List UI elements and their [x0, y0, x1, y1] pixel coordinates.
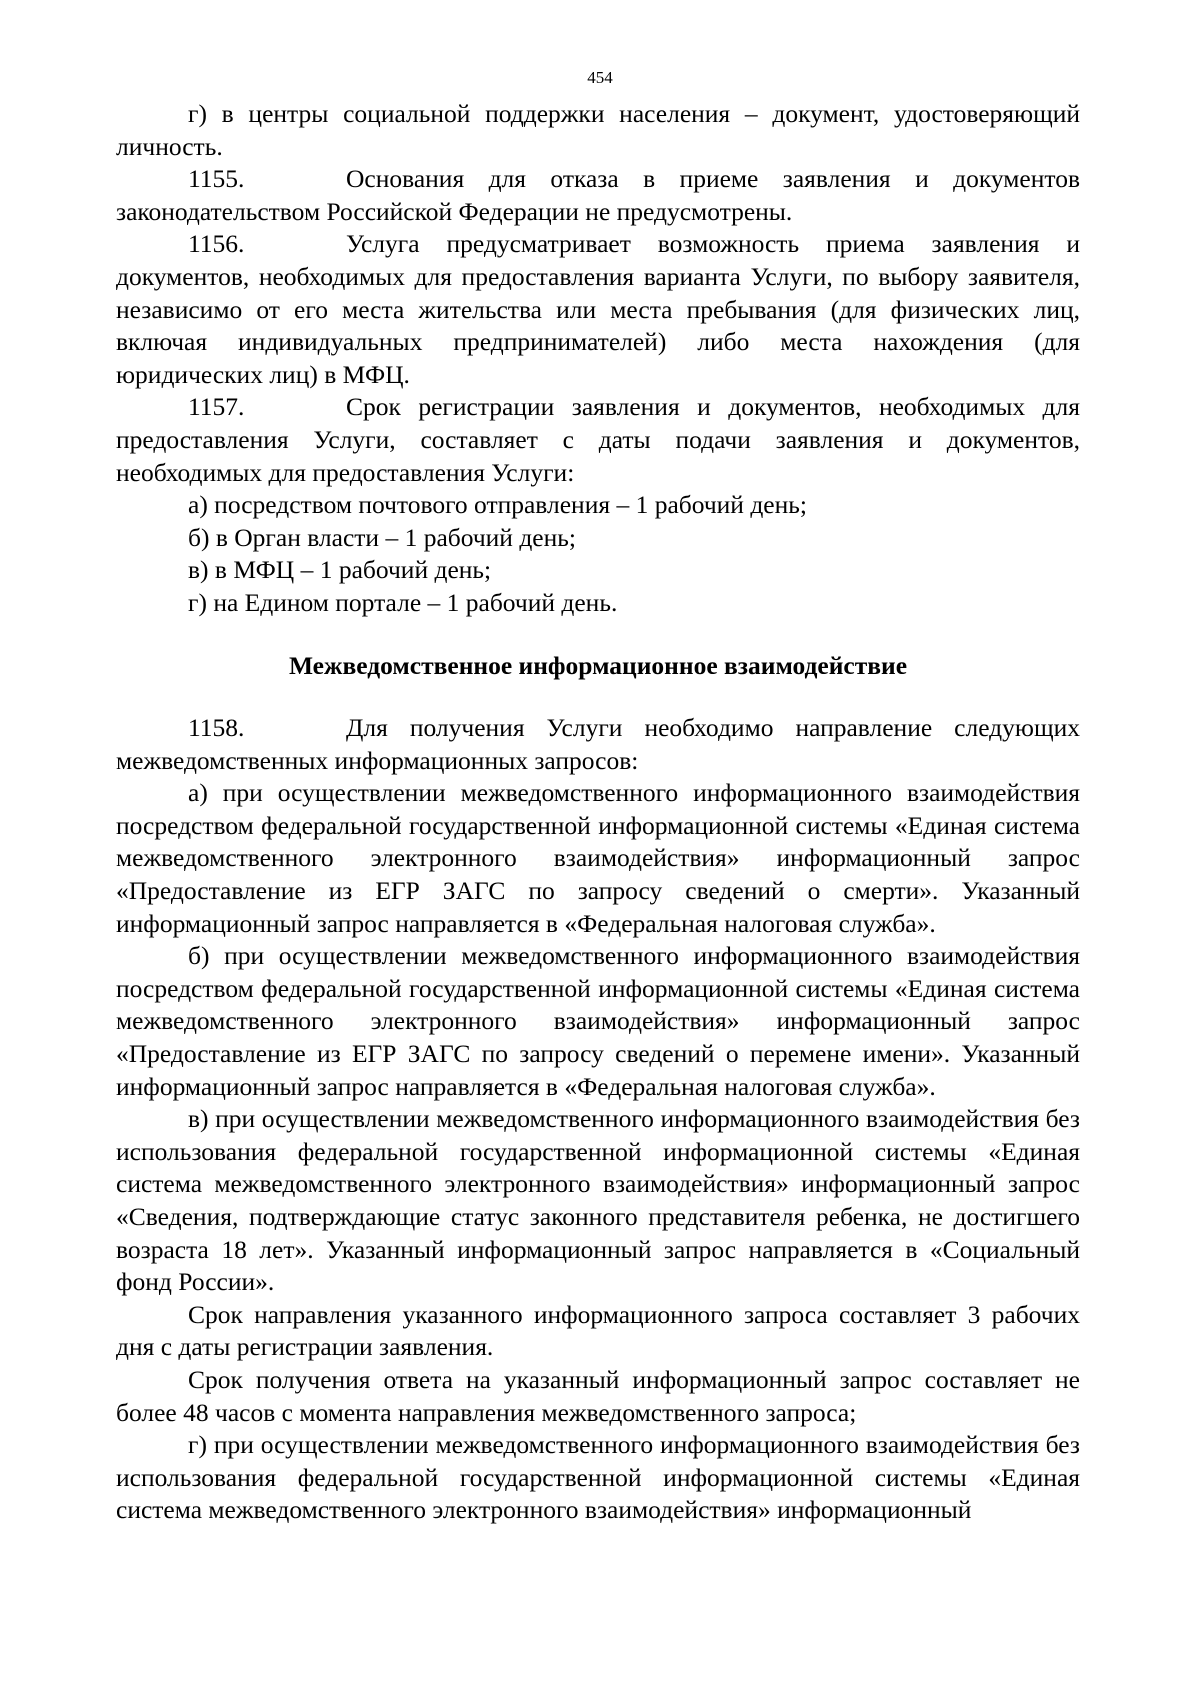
- list-item-b: [116, 522, 1080, 555]
- paragraph-item-b: [116, 940, 1080, 1103]
- paragraph-text: а) при осуществлении межведомственного информационного взаимодействия посредством федеральной государственной информационной системы «Единая система межведомственного электронного взаимодействия» информационный запрос «Предоставление из ЕГР ЗАГС по запросу сведений о смерти». Указанный информационный запрос направляется в «Федеральная налоговая служба».: [116, 778, 1080, 938]
- paragraph-1156: [116, 228, 1080, 391]
- paragraph-text: Срок регистрации заявления и документов, необходимых для предоставления Услуги, составляет с даты подачи заявления и документов, необходимых для предоставления Услуги:: [116, 392, 1080, 487]
- list-item-a: [116, 489, 1080, 522]
- list-item-text: б) в Орган власти – 1 рабочий день;: [188, 522, 576, 552]
- paragraph-item-g-top: [116, 98, 1080, 163]
- paragraph-text: в) при осуществлении межведомственного информационного взаимодействия без использования федеральной государственной информационной системы «Единая система межведомственного электронного взаимодействия» информационный запрос «Сведения, подтверждающие статус законного представителя ребенка, не достигшего возраста 18 лет». Указанный информационный запрос направляется в «Социальный фонд России».: [116, 1104, 1080, 1297]
- document-body: [116, 98, 1080, 1527]
- paragraph-text: Основания для отказа в приеме заявления и документов законодательством Российской Федерации не предусмотрены.: [116, 164, 1080, 226]
- paragraph-item-v: [116, 1103, 1080, 1299]
- paragraph-number: 1157.: [188, 392, 245, 422]
- paragraph-text: Срок направления указанного информационного запроса составляет 3 рабочих дня с даты регистрации заявления.: [116, 1299, 1080, 1362]
- paragraph-1155: [116, 163, 1080, 228]
- paragraph-text: г) при осуществлении межведомственного информационного взаимодействия без использования федеральной государственной информационной системы «Единая система межведомственного электронного взаимодействия» информационный: [116, 1430, 1080, 1525]
- paragraph-text: Для получения Услуги необходимо направление следующих межведомственных информационных запросов:: [116, 713, 1080, 775]
- paragraph-1157: [116, 391, 1080, 489]
- paragraph-text: б) при осуществлении межведомственного информационного взаимодействия посредством федеральной государственной информационной системы «Единая система межведомственного электронного взаимодействия» информационный запрос «Предоставление из ЕГР ЗАГС по запросу сведений о перемене имени». Указанный информационный запрос направляется в «Федеральная налоговая служба».: [116, 941, 1080, 1101]
- paragraph-text: Услуга предусматривает возможность приема заявления и документов, необходимых для предоставления варианта Услуги, по выбору заявителя, независимо от его места жительства или места пребывания (для физических лиц, включая индивидуальных предпринимателей) либо места нахождения (для юридических лиц) в МФЦ.: [116, 229, 1080, 389]
- paragraph-text: Срок получения ответа на указанный информационный запрос составляет не более 48 часов с момента направления межведомственного запроса;: [116, 1364, 1080, 1427]
- paragraph-response-deadline: [116, 1364, 1080, 1429]
- list-item-text: а) посредством почтового отправления – 1 рабочий день;: [188, 490, 807, 520]
- paragraph-item-g: [116, 1429, 1080, 1527]
- list-item-text: в) в МФЦ – 1 рабочий день;: [188, 555, 492, 585]
- paragraph-number: 1156.: [188, 229, 245, 259]
- paragraph-request-deadline: [116, 1299, 1080, 1364]
- section-heading: Межведомственное информационное взаимодействие: [288, 650, 908, 680]
- paragraph-number: 1158.: [188, 713, 245, 743]
- paragraph-1158: [116, 712, 1080, 777]
- paragraph-text: г) в центры социальной поддержки населения – документ, удостоверяющий личность.: [116, 99, 1080, 161]
- list-item-v: [116, 554, 1080, 587]
- paragraph-number: 1155.: [188, 164, 245, 194]
- page-number: 454: [587, 68, 613, 87]
- paragraph-item-a: [116, 777, 1080, 940]
- list-item-g: [116, 587, 1080, 620]
- list-item-text: г) на Едином портале – 1 рабочий день.: [188, 587, 618, 617]
